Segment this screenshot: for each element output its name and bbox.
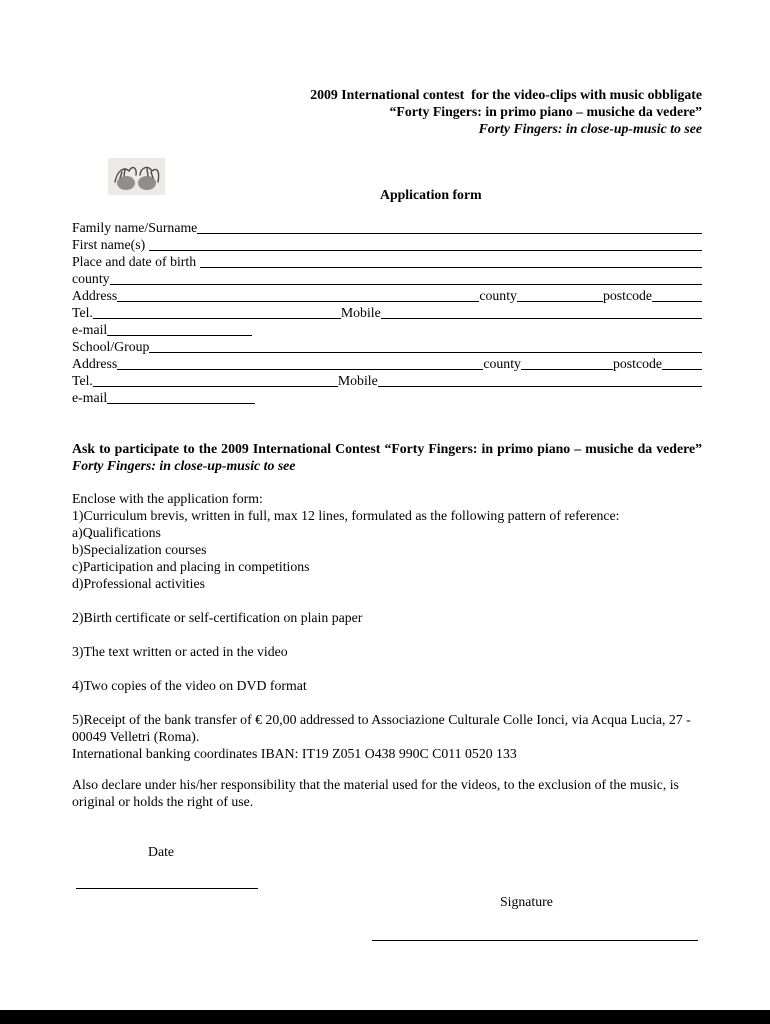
participation-statement — [72, 440, 702, 474]
address-line-1[interactable] — [117, 301, 479, 302]
enclosure-item-1d: d)Professional activities — [72, 576, 205, 591]
mobile-line-2[interactable] — [378, 386, 702, 387]
contest-title-line1: 2009 International contest for the video-clips with music obbligate — [310, 87, 702, 102]
first-name-label: First name(s) — [72, 237, 149, 252]
date-label: Date — [148, 844, 175, 859]
postcode-line-1[interactable] — [652, 301, 702, 302]
family-name-line[interactable] — [197, 233, 702, 234]
county-label: county — [72, 271, 110, 286]
postcode-label: postcode — [612, 356, 662, 371]
family-name-label: Family name/Surname — [72, 220, 198, 235]
declaration-paragraph: Also declare under his/her responsibility that the material used for the videos, to the exclusion of the music, is original or holds the right of use. — [72, 777, 679, 809]
email-line-1[interactable] — [107, 335, 252, 336]
mobile-label: Mobile — [337, 373, 378, 388]
form-row-first-name — [72, 236, 702, 253]
address-line-2[interactable] — [117, 369, 483, 370]
participation-statement-bold: Ask to participate to the 2009 International Contest “Forty Fingers: in primo piano – musiche da vedere” — [72, 441, 702, 456]
birth-label: Place and date of birth — [72, 254, 200, 269]
tel-label: Tel. — [72, 305, 93, 320]
form-row-tel-2 — [72, 372, 702, 389]
county-line-1[interactable] — [517, 301, 603, 302]
form-row-birth — [72, 253, 702, 270]
form-row-email-2 — [72, 389, 702, 406]
county-label: county — [479, 288, 517, 303]
email-line-2[interactable] — [107, 403, 255, 404]
address-label: Address — [72, 356, 118, 371]
form-row-county — [72, 270, 702, 287]
county-line[interactable] — [110, 284, 702, 285]
form-row-email-1 — [72, 321, 702, 338]
enclosure-item-5 — [72, 711, 702, 762]
iban-line: International banking coordinates IBAN: IT19 Z051 O438 990C C011 0520 133 — [72, 746, 517, 761]
contest-title-line3: Forty Fingers: in close-up-music to see — [478, 121, 702, 136]
signature-label: Signature — [500, 894, 553, 909]
school-group-line[interactable] — [149, 352, 702, 353]
form-row-family — [72, 219, 702, 236]
enclosure-item-2: 2)Birth certificate or self-certification on plain paper — [72, 610, 363, 625]
school-group-label: School/Group — [72, 339, 150, 354]
logo-title-band — [72, 137, 702, 219]
mobile-label: Mobile — [340, 305, 381, 320]
participation-statement-italic: Forty Fingers: in close-up-music to see — [72, 458, 296, 473]
mobile-line-1[interactable] — [381, 318, 702, 319]
postcode-label: postcode — [602, 288, 652, 303]
address-label: Address — [72, 288, 118, 303]
birth-line[interactable] — [200, 267, 702, 268]
application-form-title: Application form — [380, 187, 482, 202]
enclosure-item-1: 1)Curriculum brevis, written in full, max 12 lines, formulated as the following pattern of reference: — [72, 508, 620, 523]
county-label: county — [483, 356, 521, 371]
enclosure-item-1c: c)Participation and placing in competitions — [72, 559, 310, 574]
enclosure-item-1a: a)Qualifications — [72, 525, 161, 540]
form-row-school — [72, 338, 702, 355]
enclosure-item-4: 4)Two copies of the video on DVD format — [72, 678, 307, 693]
date-line[interactable] — [76, 888, 258, 889]
enclosure-item-3: 3)The text written or acted in the video — [72, 644, 288, 659]
signature-line[interactable] — [372, 940, 698, 941]
postcode-line-2[interactable] — [662, 369, 702, 370]
contest-title-line2: “Forty Fingers: in primo piano – musiche da vedere” — [389, 104, 702, 119]
email-label: e-mail — [72, 322, 108, 337]
scan-artifact-bar — [0, 1010, 770, 1024]
form-row-tel-1 — [72, 304, 702, 321]
tel-line-1[interactable] — [93, 318, 341, 319]
forty-fingers-hands-logo-icon — [108, 158, 165, 195]
enclosure-list — [72, 490, 702, 592]
contest-header — [72, 0, 702, 137]
document-content — [72, 0, 702, 943]
form-row-address-1 — [72, 287, 702, 304]
county-line-2[interactable] — [521, 369, 613, 370]
form-row-address-2 — [72, 355, 702, 372]
enclose-intro: Enclose with the application form: — [72, 491, 263, 506]
tel-line-2[interactable] — [93, 386, 338, 387]
enclosure-item-5-text: 5)Receipt of the bank transfer of € 20,00 addressed to Associazione Culturale Colle Ionci, via Acqua Lucia, 27 - 00049 Velletri (Roma). — [72, 712, 691, 744]
enclosure-item-1b: b)Specialization courses — [72, 542, 207, 557]
first-name-line[interactable] — [149, 250, 702, 251]
tel-label: Tel. — [72, 373, 93, 388]
email-label: e-mail — [72, 390, 108, 405]
